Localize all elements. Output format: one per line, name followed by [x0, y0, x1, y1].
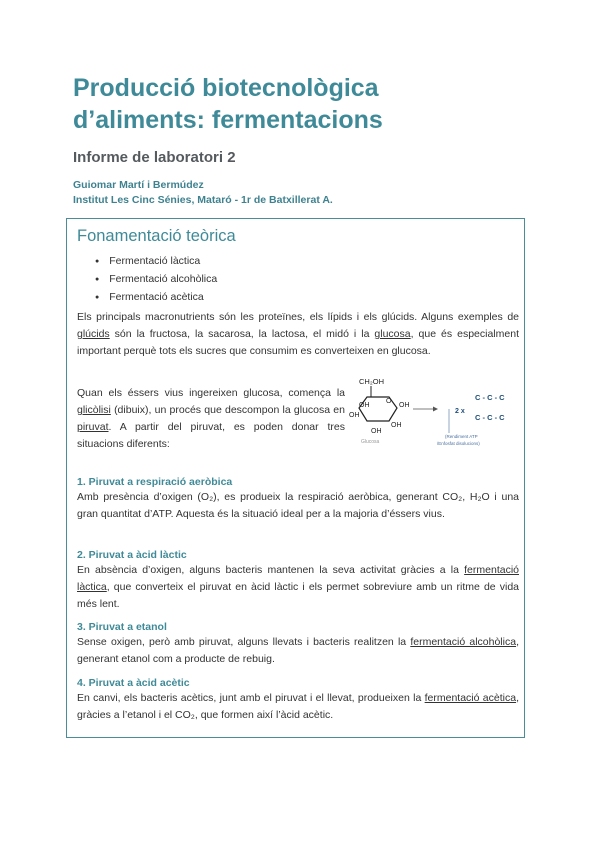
case-1-paragraph: Amb presència d’oxigen (O₂), es produeix la respiració aeròbica, generant CO₂, H₂O i una gran quantitat d’ATP. Aquesta és la situació ideal per a la majoria d’éssers vius.: [77, 491, 519, 520]
ch2oh-label: CH₂OH: [359, 377, 384, 386]
title-line-2: d’aliments: fermentacions: [73, 106, 383, 134]
piruvat-link: piruvat: [77, 421, 109, 433]
multiplier-label: 2 x: [455, 408, 465, 415]
acetic-fermentation-link: fermentació acètica: [424, 692, 517, 704]
glycolysis-paragraph: Quan els éssers vius ingereixen glucosa, comença la glicòlisi (dibuix), un procés que descompon la glucosa en piruvat. A partir del piruvat, es poden donar tres situacions diferents:: [77, 387, 345, 450]
oh-label: OH: [359, 402, 370, 409]
document-title: [73, 72, 553, 136]
oh-label: OH: [371, 428, 382, 435]
oh-label: OH: [399, 402, 410, 409]
pyruvate-formula: C - C - C: [475, 413, 505, 422]
pyruvate-formula: C - C - C: [475, 393, 505, 402]
list-item: ● Fermentació alcohòlica: [95, 271, 217, 289]
case-2-heading: 2. Piruvat a àcid làctic: [77, 549, 187, 561]
atp-note: (Rendiment ATP: [445, 434, 478, 439]
glucose-caption: Glucosa: [361, 439, 380, 445]
section-title: Fonamentació teòrica: [77, 227, 236, 245]
case-4-heading: 4. Piruvat a àcid acètic: [77, 677, 190, 689]
case-4-paragraph: En canvi, els bacteris acètics, junt amb el piruvat i el llevat, produeixen la fermentació acètica, gràcies a l’etanol i el CO₂, que formen així l’àcid acètic.: [77, 692, 519, 721]
case-3-paragraph: Sense oxigen, però amb piruvat, alguns llevats i bacteris realitzen la fermentació alcohòlica, generant etanol com a producte de rebuig.: [77, 636, 519, 665]
glycolysis-diagram: [349, 375, 519, 453]
case-3-heading: 3. Piruvat a etanol: [77, 621, 167, 633]
intro-paragraph: Els principals macronutrients són les proteïnes, els lípids i els glúcids. Alguns exemples de glúcids són la fructosa, la sacarosa, la lactosa, el midó i la glucosa, que és especialment important perquè tots els sucres que consumim es converteixen en glucosa.: [77, 311, 519, 357]
fermentation-list: [95, 253, 217, 307]
author-name: Guiomar Martí i Bermúdez: [73, 179, 204, 191]
institution: Institut Les Cinc Sénies, Mataró - 1r de Batxillerat A.: [73, 194, 333, 206]
theory-box: [66, 218, 525, 738]
glucosa-link: glucosa: [374, 328, 411, 340]
oh-label: OH: [391, 422, 402, 429]
glicolisi-link: glicòlisi: [77, 404, 111, 416]
document-subtitle: Informe de laboratori 2: [73, 149, 236, 166]
list-item: ● Fermentació acètica: [95, 289, 217, 307]
author-block: [73, 178, 333, 208]
glucids-link: glúcids: [77, 328, 110, 340]
atp-note: /Enfosfat disolucions): [437, 441, 480, 446]
oh-label: OH: [349, 412, 360, 419]
arrow-head-icon: [433, 407, 438, 412]
case-2-paragraph: En absència d’oxigen, alguns bacteris mantenen la seva activitat gràcies a la fermentació làctica, que converteix el piruvat en àcid làctic i els permet sobreviure amb un ritme de vida més lent.: [77, 564, 519, 610]
title-line-1: Producció biotecnològica: [73, 74, 379, 102]
list-item: ● Fermentació làctica: [95, 253, 217, 271]
ring-oxygen-label: O: [386, 398, 392, 405]
case-1-heading: 1. Piruvat a respiració aeròbica: [77, 476, 233, 488]
lactic-fermentation-link: fermentació làctica: [77, 564, 519, 593]
alcoholic-fermentation-link: fermentació alcohòlica: [410, 636, 517, 648]
